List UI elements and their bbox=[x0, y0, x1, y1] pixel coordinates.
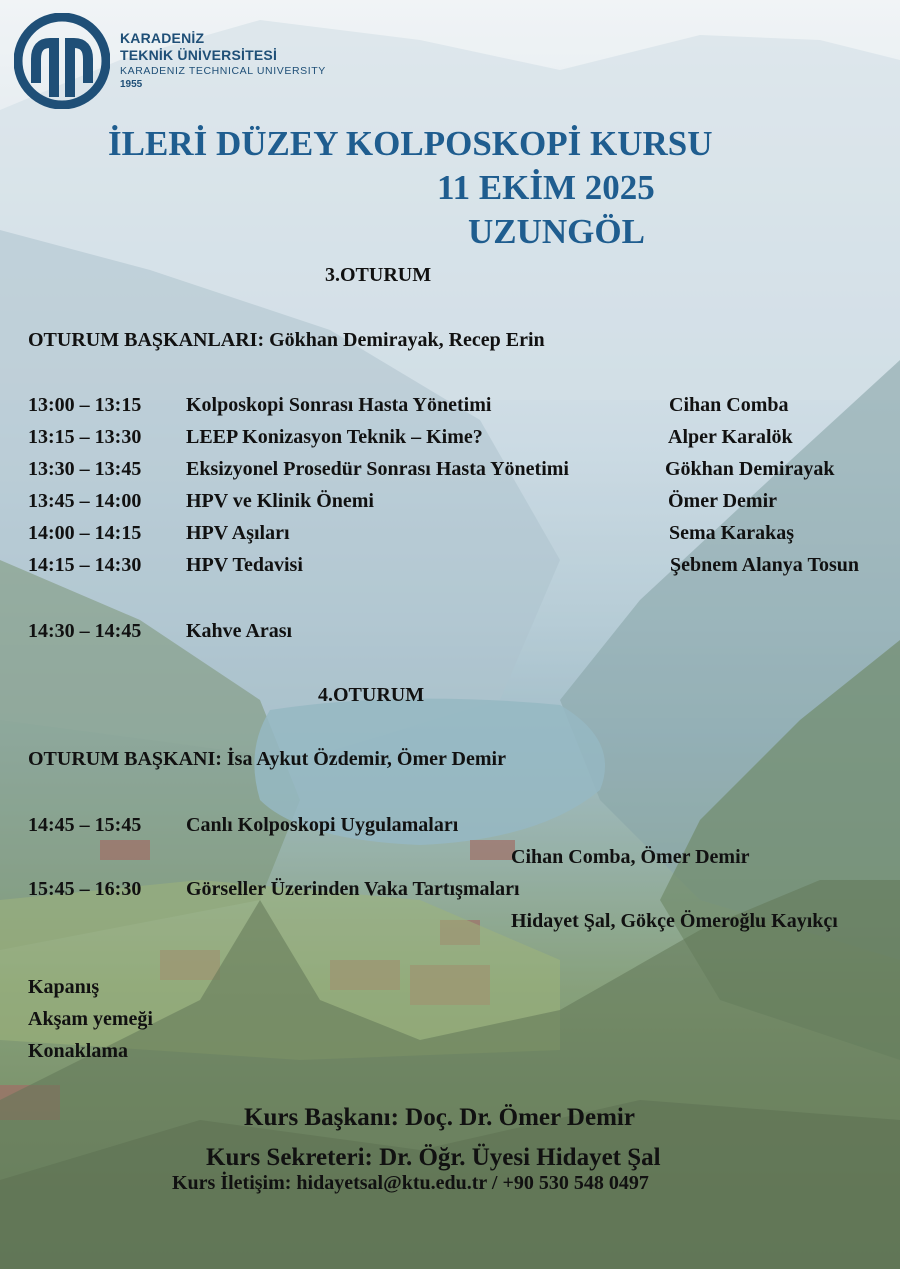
university-line-3: KARADENIZ TECHNICAL UNIVERSITY bbox=[120, 65, 326, 77]
session3-heading: 3.OTURUM bbox=[325, 264, 432, 286]
session3-chairs: OTURUM BAŞKANLARI: Gökhan Demirayak, Recep Erin bbox=[28, 329, 545, 351]
talk-time: 13:30 – 13:45 bbox=[28, 458, 142, 480]
course-president: Kurs Başkanı: Doç. Dr. Ömer Demir bbox=[244, 1104, 635, 1131]
ktu-logo-icon bbox=[14, 13, 110, 109]
event-title: İLERİ DÜZEY KOLPOSKOPİ KURSU bbox=[108, 124, 713, 163]
talk-time: 13:45 – 14:00 bbox=[28, 490, 142, 512]
event-place: UZUNGÖL bbox=[468, 212, 645, 251]
talk-speaker: Alper Karalök bbox=[668, 426, 793, 448]
course-contact: Kurs İletişim: hidayetsal@ktu.edu.tr / +90 530 548 0497 bbox=[172, 1172, 649, 1194]
talk-time: 14:00 – 14:15 bbox=[28, 522, 142, 544]
university-line-2: TEKNİK ÜNİVERSİTESİ bbox=[120, 47, 278, 63]
talk-speaker: Cihan Comba bbox=[669, 394, 789, 416]
closing-item: Kapanış bbox=[28, 976, 100, 998]
talk-topic: Görseller Üzerinden Vaka Tartışmaları bbox=[186, 878, 520, 900]
talk-time: 13:15 – 13:30 bbox=[28, 426, 142, 448]
event-date: 11 EKİM 2025 bbox=[437, 168, 655, 207]
talk-topic: HPV ve Klinik Önemi bbox=[186, 490, 374, 512]
talk-topic: Kolposkopi Sonrası Hasta Yönetimi bbox=[186, 394, 492, 416]
talk-time: 14:15 – 14:30 bbox=[28, 554, 142, 576]
talk-topic: Canlı Kolposkopi Uygulamaları bbox=[186, 814, 459, 836]
talk-speaker: Cihan Comba, Ömer Demir bbox=[511, 846, 750, 868]
talk-time: 15:45 – 16:30 bbox=[28, 878, 142, 900]
talk-topic: HPV Aşıları bbox=[186, 522, 290, 544]
talk-speaker: Şebnem Alanya Tosun bbox=[670, 554, 859, 576]
university-founded: 1955 bbox=[120, 79, 143, 90]
session4-heading: 4.OTURUM bbox=[318, 684, 425, 706]
university-line-1: KARADENİZ bbox=[120, 30, 205, 46]
break-time: 14:30 – 14:45 bbox=[28, 620, 142, 642]
talk-topic: HPV Tedavisi bbox=[186, 554, 303, 576]
session4-chairs: OTURUM BAŞKANI: İsa Aykut Özdemir, Ömer Demir bbox=[28, 748, 506, 770]
talk-speaker: Sema Karakaş bbox=[669, 522, 794, 544]
talk-topic: LEEP Konizasyon Teknik – Kime? bbox=[186, 426, 483, 448]
talk-topic: Eksizyonel Prosedür Sonrası Hasta Yönetimi bbox=[186, 458, 569, 480]
talk-speaker: Hidayet Şal, Gökçe Ömeroğlu Kayıkçı bbox=[511, 910, 838, 932]
closing-item: Konaklama bbox=[28, 1040, 129, 1062]
closing-item: Akşam yemeği bbox=[28, 1008, 153, 1030]
talk-time: 13:00 – 13:15 bbox=[28, 394, 142, 416]
break-label: Kahve Arası bbox=[186, 620, 293, 642]
talk-speaker: Ömer Demir bbox=[668, 490, 778, 512]
course-secretary: Kurs Sekreteri: Dr. Öğr. Üyesi Hidayet Şal bbox=[206, 1144, 661, 1171]
talk-time: 14:45 – 15:45 bbox=[28, 814, 142, 836]
talk-speaker: Gökhan Demirayak bbox=[665, 458, 835, 480]
university-name bbox=[120, 30, 326, 92]
